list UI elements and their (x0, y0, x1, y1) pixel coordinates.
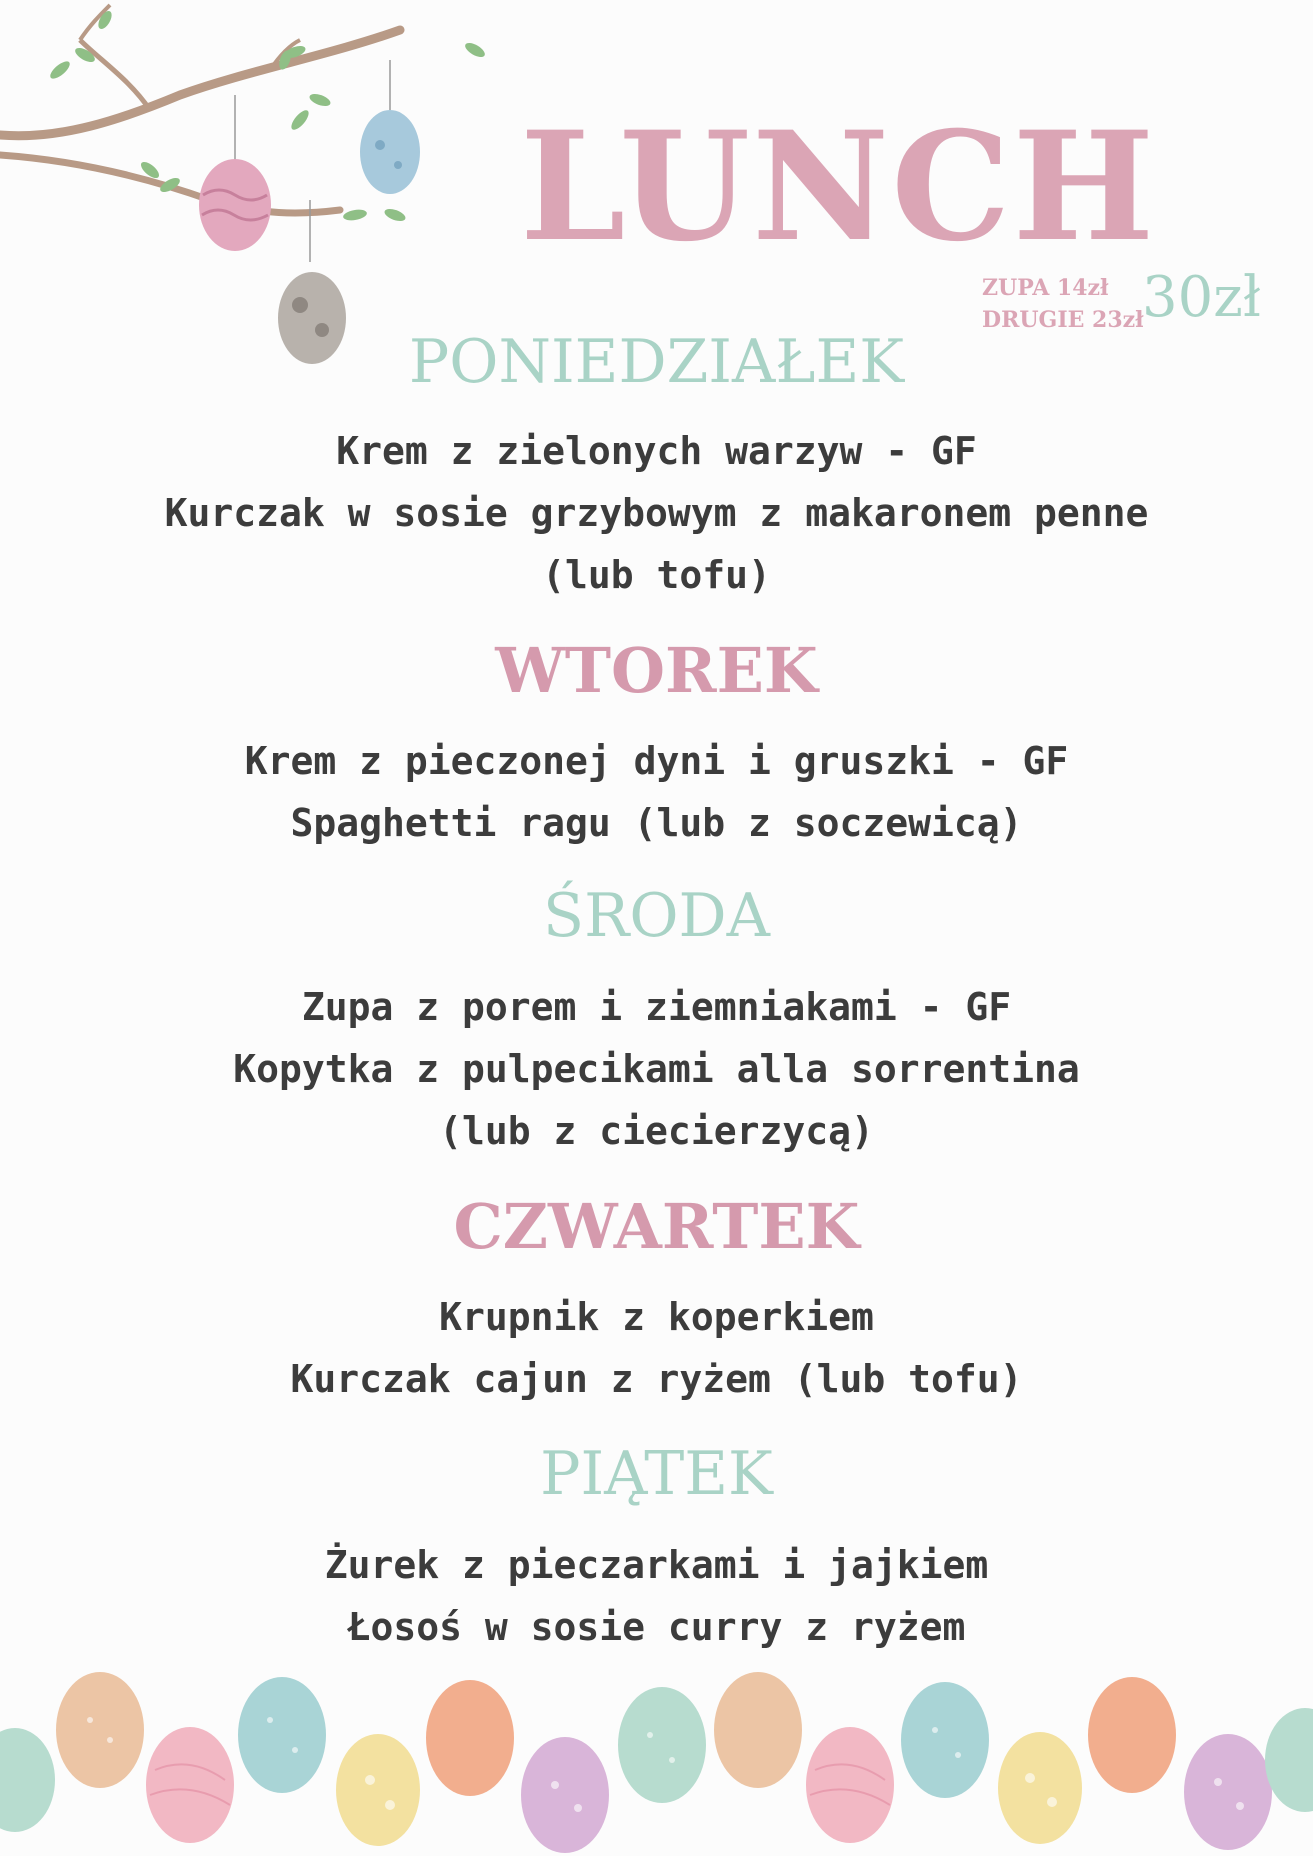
dish-item: Żurek z pieczarkami i jajkiem (324, 1543, 989, 1587)
day-heading-friday: PIĄTEK (540, 1439, 773, 1509)
main-course-price: DRUGIE 23zł (982, 307, 1144, 333)
soup-price: ZUPA 14zł (982, 275, 1109, 301)
easter-eggs-border (0, 1660, 1313, 1856)
dish-item: Krem z pieczonej dyni i gruszki - GF (244, 739, 1069, 783)
day-heading-wednesday: ŚRODA (543, 881, 770, 951)
price-list (982, 272, 1144, 336)
day-heading-thursday: CZWARTEK (453, 1190, 860, 1263)
dish-item: Spaghetti ragu (lub z soczewicą) (290, 801, 1023, 845)
set-price: 30zł (1142, 265, 1261, 330)
dish-item: Kurczak cajun z ryżem (lub tofu) (290, 1357, 1023, 1401)
dish-item: Krem z zielonych warzyw - GF (336, 429, 977, 473)
dish-item: Zupa z porem i ziemniakami - GF (301, 985, 1012, 1029)
dish-item: (lub z ciecierzycą) (439, 1109, 874, 1153)
day-heading-tuesday: WTOREK (495, 634, 818, 707)
day-heading-monday: PONIEDZIAŁEK (408, 327, 905, 397)
dish-item: Kurczak w sosie grzybowym z makaronem penne (164, 491, 1149, 535)
dish-item: Łosoś w sosie curry z ryżem (347, 1605, 966, 1649)
dish-item: (lub tofu) (542, 553, 771, 597)
dish-item: Krupnik z koperkiem (439, 1295, 874, 1339)
dish-item: Kopytka z pulpecikami alla sorrentina (233, 1047, 1080, 1091)
easter-branch-illustration (0, 0, 500, 380)
menu-title: LUNCH (520, 99, 1157, 275)
